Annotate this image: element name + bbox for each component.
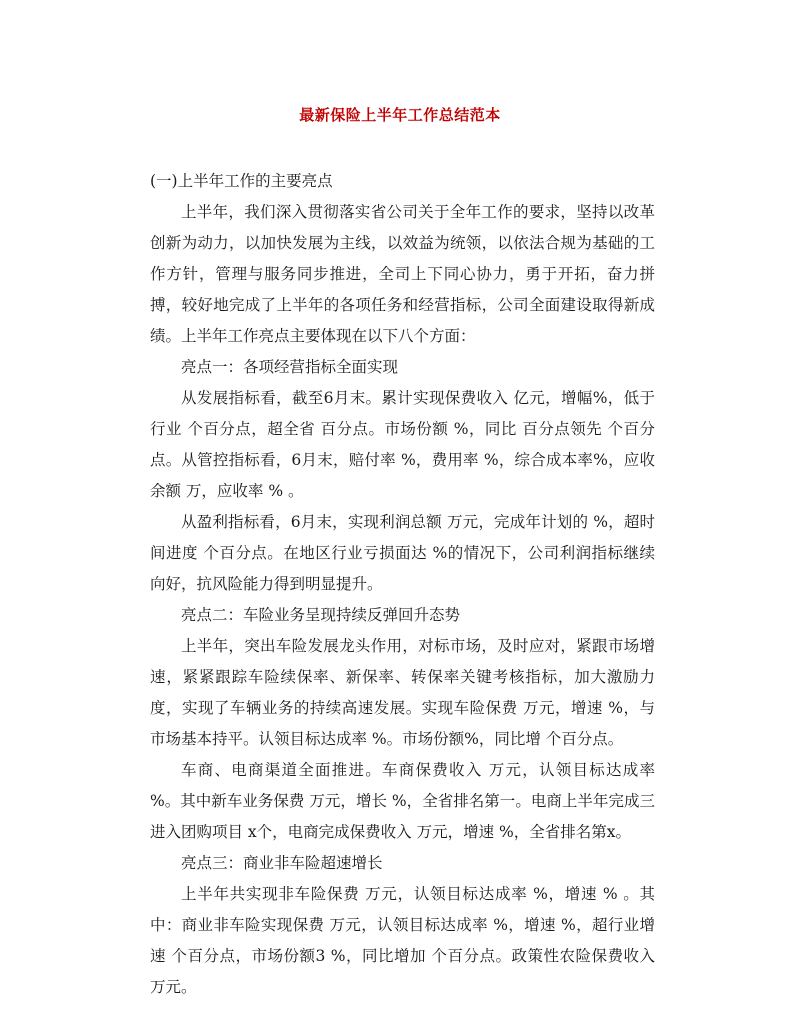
body-paragraph: 上半年，我们深入贯彻落实省公司关于全年工作的要求，坚持以改革创新为动力，以加快发展为主线，以效益为统领，以依法合规为基础的工作方针，管理与服务同步推进，全司上下同心协力，勇于开拓，奋力拼搏，较好地完成了上半年的各项任务和经营指标，公司全面建设取得新成绩。上半年工作亮点主要体现在以下八个方面： (150, 203, 655, 345)
body-paragraph: 从发展指标看，截至6月末。累计实现保费收入 亿元，增幅%，低于行业 个百分点，超全省 百分点。市场份额 %，同比 百分点领先 个百分点。从管控指标看，6月末，赔付率 %，费用率 %，综合成本率%，应收余额 万，应收率 % 。 (150, 389, 655, 500)
highlight-heading: 亮点一：各项经营指标全面实现 (181, 358, 399, 376)
body-paragraph: 车商、电商渠道全面推进。车商保费收入 万元，认领目标达成率 %。其中新车业务保费 万元，增长 %，全省排名第一。电商上半年完成三进入团购项目 x个，电商完成保费收入 万元，增速 %，全省排名第x。 (150, 761, 655, 841)
section-heading: (一)上半年工作的主要亮点 (150, 172, 333, 190)
body-paragraph: 上半年共实现非车险保费 万元，认领目标达成率 %，增速 % 。其中：商业非车险实现保费 万元，认领目标达成率 %，增速 %，超行业增速 个百分点，市场份额3 %，同比增加 个百分点。政策性农险保费收入 万元。 (150, 885, 655, 996)
body-paragraph: 从盈利指标看，6月末，实现利润总额 万元，完成年计划的 %，超时间进度 个百分点。在地区行业亏损面达 %的情况下，公司利润指标继续向好，抗风险能力得到明显提升。 (150, 513, 655, 593)
highlight-heading: 亮点三：商业非车险超速增长 (181, 854, 383, 872)
document-title: 最新保险上半年工作总结范本 (299, 106, 501, 124)
body-paragraph: 上半年，突出车险发展龙头作用，对标市场，及时应对，紧跟市场增速，紧紧跟踪车险续保率、新保率、转保率关键考核指标，加大激励力度，实现了车辆业务的持续高速发展。实现车险保费 万元，增速 %，与市场基本持平。认领目标达成率 %。市场份额%，同比增 个百分点。 (150, 637, 655, 748)
document-body (150, 166, 655, 1003)
highlight-heading: 亮点二：车险业务呈现持续反弹回升态势 (181, 606, 461, 624)
